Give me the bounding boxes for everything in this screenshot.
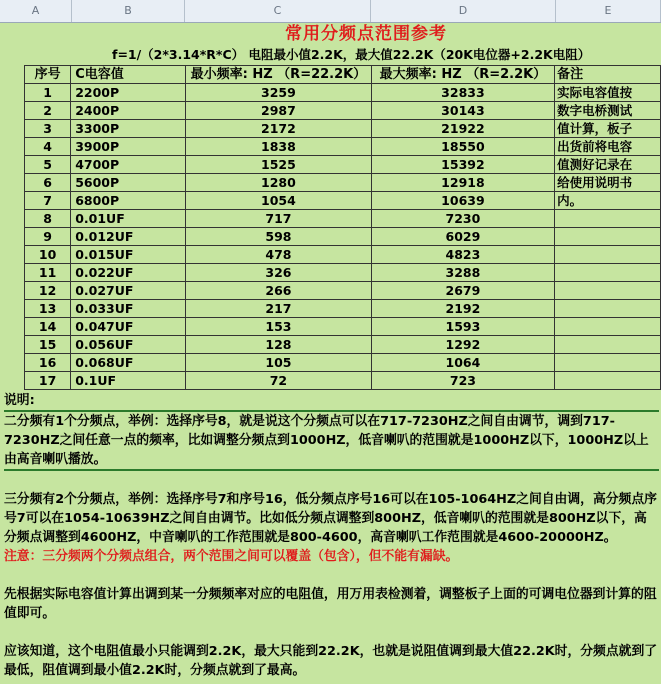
row-max-frequency-cell[interactable]: 7230 <box>371 210 554 228</box>
row-min-frequency-cell[interactable]: 2987 <box>186 102 372 120</box>
header-max-frequency[interactable]: 最大频率: HZ （R=2.2K） <box>371 66 554 84</box>
row-max-frequency-cell[interactable]: 3288 <box>371 264 554 282</box>
row-seq-cell[interactable]: 7 <box>25 192 71 210</box>
row-seq-cell[interactable]: 2 <box>25 102 71 120</box>
table-row <box>25 246 661 264</box>
row-note-cell[interactable] <box>555 246 661 264</box>
row-min-frequency-cell[interactable]: 598 <box>186 228 372 246</box>
row-note-cell[interactable] <box>555 354 661 372</box>
row-seq-cell[interactable]: 9 <box>25 228 71 246</box>
row-min-frequency-cell[interactable]: 1525 <box>186 156 372 174</box>
row-note-cell[interactable]: 出货前将电容 <box>555 138 661 156</box>
row-min-frequency-cell[interactable]: 717 <box>186 210 372 228</box>
row-max-frequency-cell[interactable]: 15392 <box>371 156 554 174</box>
row-min-frequency-cell[interactable]: 326 <box>186 264 372 282</box>
row-max-frequency-cell[interactable]: 723 <box>371 372 554 390</box>
table-row <box>25 84 661 102</box>
frequency-table <box>24 65 661 390</box>
row-note-cell[interactable] <box>555 210 661 228</box>
table-row <box>25 192 661 210</box>
sheet-title[interactable]: 常用分频点范围参考 <box>285 24 447 44</box>
table-row <box>25 156 661 174</box>
row-seq-cell[interactable]: 6 <box>25 174 71 192</box>
table-row <box>25 120 661 138</box>
row-capacitor-cell[interactable]: 0.068UF <box>71 354 186 372</box>
row-note-cell[interactable]: 值测好记录在 <box>555 156 661 174</box>
table-header-row <box>25 66 661 84</box>
row-capacitor-cell[interactable]: 0.033UF <box>71 300 186 318</box>
row-seq-cell[interactable]: 5 <box>25 156 71 174</box>
table-row <box>25 372 661 390</box>
row-seq-cell[interactable]: 16 <box>25 354 71 372</box>
row-note-cell[interactable] <box>555 336 661 354</box>
row-seq-cell[interactable]: 4 <box>25 138 71 156</box>
row-min-frequency-cell[interactable]: 153 <box>186 318 372 336</box>
row-capacitor-cell[interactable]: 0.056UF <box>71 336 186 354</box>
row-seq-cell[interactable]: 13 <box>25 300 71 318</box>
row-seq-cell[interactable]: 14 <box>25 318 71 336</box>
row-max-frequency-cell[interactable]: 1593 <box>371 318 554 336</box>
row-seq-cell[interactable]: 3 <box>25 120 71 138</box>
row-note-cell[interactable] <box>555 264 661 282</box>
row-max-frequency-cell[interactable]: 1292 <box>371 336 554 354</box>
table-row <box>25 228 661 246</box>
row-capacitor-cell[interactable]: 0.027UF <box>71 282 186 300</box>
row-note-cell[interactable] <box>555 282 661 300</box>
row-capacitor-cell[interactable]: 6800P <box>71 192 186 210</box>
row-min-frequency-cell[interactable]: 3259 <box>186 84 372 102</box>
row-capacitor-cell[interactable]: 5600P <box>71 174 186 192</box>
row-capacitor-cell[interactable]: 0.047UF <box>71 318 186 336</box>
row-max-frequency-cell[interactable]: 18550 <box>371 138 554 156</box>
row-note-cell[interactable] <box>555 318 661 336</box>
header-capacitor[interactable]: C电容值 <box>71 66 186 84</box>
row-max-frequency-cell[interactable]: 1064 <box>371 354 554 372</box>
row-note-cell[interactable]: 值计算，板子 <box>555 120 661 138</box>
column-header-e[interactable]: E <box>556 0 661 22</box>
row-max-frequency-cell[interactable]: 2679 <box>371 282 554 300</box>
row-seq-cell[interactable]: 10 <box>25 246 71 264</box>
row-max-frequency-cell[interactable]: 12918 <box>371 174 554 192</box>
notes-three-way[interactable]: 三分频有2个分频点，举例：选择序号7和序号16，低分频点序号16可以在105-1064HZ之间自由调，高分频点序号7可以在1054-10639HZ之间自由调节。比如低分频点调整到800HZ，低音喇叭的范围就是800HZ以下，高分频点调整到4600HZ，中音喇叭的工作范围就是800-4600，高音喇叭工作范围就是4600-20000HZ。 <box>4 492 657 545</box>
row-seq-cell[interactable]: 12 <box>25 282 71 300</box>
notes-resistance-range[interactable]: 应该知道，这个电阻值最小只能调到2.2K，最大只能到22.2K，也就是说阻值调到最大值22.2K时，分频点就到了最低，阻值调到最小值2.2K时，分频点就到了最高。 <box>4 644 658 678</box>
row-max-frequency-cell[interactable]: 2192 <box>371 300 554 318</box>
row-max-frequency-cell[interactable]: 10639 <box>371 192 554 210</box>
row-min-frequency-cell[interactable]: 105 <box>186 354 372 372</box>
row-capacitor-cell[interactable]: 4700P <box>71 156 186 174</box>
row-min-frequency-cell[interactable]: 128 <box>186 336 372 354</box>
row-min-frequency-cell[interactable]: 1280 <box>186 174 372 192</box>
column-header-bar <box>0 0 661 23</box>
row-note-cell[interactable] <box>555 372 661 390</box>
table-row <box>25 174 661 192</box>
row-capacitor-cell[interactable]: 0.022UF <box>71 264 186 282</box>
row-max-frequency-cell[interactable]: 32833 <box>371 84 554 102</box>
row-capacitor-cell[interactable]: 3300P <box>71 120 186 138</box>
row-min-frequency-cell[interactable]: 72 <box>186 372 372 390</box>
row-note-cell[interactable]: 给使用说明书 <box>555 174 661 192</box>
notes-warning[interactable]: 注意：三分频两个分频点组合，两个范围之间可以覆盖（包含），但不能有漏缺。 <box>4 549 459 564</box>
table-row <box>25 354 661 372</box>
header-note[interactable]: 备注 <box>555 66 661 84</box>
row-note-cell[interactable] <box>555 300 661 318</box>
row-min-frequency-cell[interactable]: 1838 <box>186 138 372 156</box>
column-header-a[interactable]: A <box>0 0 72 22</box>
row-max-frequency-cell[interactable]: 21922 <box>371 120 554 138</box>
table-row <box>25 264 661 282</box>
row-note-cell[interactable] <box>555 228 661 246</box>
row-seq-cell[interactable]: 11 <box>25 264 71 282</box>
row-capacitor-cell[interactable]: 0.012UF <box>71 228 186 246</box>
row-max-frequency-cell[interactable]: 30143 <box>371 102 554 120</box>
row-min-frequency-cell[interactable]: 1054 <box>186 192 372 210</box>
notes-procedure[interactable]: 先根据实际电容值计算出调到某一分频频率对应的电阻值，用万用表检测着，调整板子上面的可调电位器到计算的阻值即可。 <box>4 587 657 621</box>
notes-label[interactable]: 说明: <box>4 393 35 408</box>
row-capacitor-cell[interactable]: 2200P <box>71 84 186 102</box>
row-note-cell[interactable]: 实际电容值按 <box>555 84 661 102</box>
table-row <box>25 210 661 228</box>
notes-section <box>4 391 659 680</box>
row-capacitor-cell[interactable]: 0.01UF <box>71 210 186 228</box>
row-capacitor-cell[interactable]: 0.015UF <box>71 246 186 264</box>
row-min-frequency-cell[interactable]: 478 <box>186 246 372 264</box>
notes-two-way[interactable]: 二分频有1个分频点，举例：选择序号8，就是说这个分频点可以在717-7230HZ之间自由调节，调到717-7230HZ之间任意一点的频率，比如调整分频点到1000HZ，低音喇叭的范围就是1000HZ以下，1000HZ以上由高音喇叭播放。 <box>4 410 659 471</box>
row-min-frequency-cell[interactable]: 217 <box>186 300 372 318</box>
row-max-frequency-cell[interactable]: 6029 <box>371 228 554 246</box>
table-row <box>25 336 661 354</box>
header-min-frequency[interactable]: 最小频率: HZ （R=22.2K） <box>186 66 372 84</box>
table-row <box>25 300 661 318</box>
row-note-cell[interactable]: 内。 <box>555 192 661 210</box>
row-note-cell[interactable]: 数字电桥测试 <box>555 102 661 120</box>
table-row <box>25 282 661 300</box>
row-seq-cell[interactable]: 15 <box>25 336 71 354</box>
row-max-frequency-cell[interactable]: 4823 <box>371 246 554 264</box>
column-header-b[interactable]: B <box>72 0 185 22</box>
row-min-frequency-cell[interactable]: 2172 <box>186 120 372 138</box>
formula-row[interactable]: f=1/（2*3.14*R*C） 电阻最小值2.2K，最大值22.2K（20K电位器+2.2K电阻） <box>112 47 591 62</box>
row-capacitor-cell[interactable]: 2400P <box>71 102 186 120</box>
row-seq-cell[interactable]: 1 <box>25 84 71 102</box>
row-capacitor-cell[interactable]: 3900P <box>71 138 186 156</box>
column-header-c[interactable]: C <box>185 0 371 22</box>
row-seq-cell[interactable]: 8 <box>25 210 71 228</box>
header-seq[interactable]: 序号 <box>25 66 71 84</box>
row-seq-cell[interactable]: 17 <box>25 372 71 390</box>
column-header-d[interactable]: D <box>371 0 556 22</box>
row-capacitor-cell[interactable]: 0.1UF <box>71 372 186 390</box>
row-min-frequency-cell[interactable]: 266 <box>186 282 372 300</box>
table-row <box>25 138 661 156</box>
table-row <box>25 318 661 336</box>
table-row <box>25 102 661 120</box>
